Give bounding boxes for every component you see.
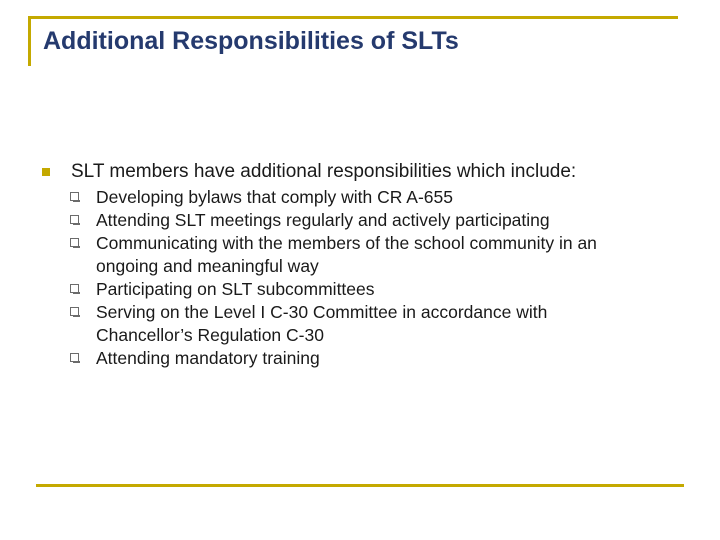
sub-bullet-line: Participating on SLT subcommittees — [96, 279, 375, 299]
sub-bullet-line: Attending mandatory training — [96, 348, 320, 368]
sub-bullet-line-continuation: Chancellor’s Regulation C-30 — [96, 325, 324, 345]
sub-bullet-item — [96, 278, 686, 301]
sub-bullet-line: Developing bylaws that comply with CR A-655 — [96, 187, 453, 207]
square-bullet-icon — [42, 168, 50, 176]
hollow-square-bullet-icon — [70, 284, 79, 293]
sub-bullet-line: Serving on the Level I C-30 Committee in accordance with — [96, 302, 548, 322]
sub-bullet-item — [96, 301, 686, 347]
sub-bullet-list — [96, 186, 686, 370]
bottom-rule — [36, 484, 684, 487]
hollow-square-bullet-icon — [70, 215, 79, 224]
sub-bullet-item — [96, 232, 686, 278]
hollow-square-bullet-icon — [70, 238, 79, 247]
hollow-square-bullet-icon — [70, 307, 79, 316]
sub-bullet-line-continuation: ongoing and meaningful way — [96, 256, 319, 276]
sub-bullet-line: Communicating with the members of the school community in an — [96, 233, 597, 253]
slide-title: Additional Responsibilities of SLTs — [43, 27, 459, 55]
sub-bullet-line: Attending SLT meetings regularly and actively participating — [96, 210, 550, 230]
hollow-square-bullet-icon — [70, 192, 79, 201]
sub-bullet-item — [96, 186, 686, 209]
hollow-square-bullet-icon — [70, 353, 79, 362]
sub-bullet-item — [96, 347, 686, 370]
main-point: SLT members have additional responsibilities which include: — [71, 161, 577, 182]
sub-bullet-item — [96, 209, 686, 232]
